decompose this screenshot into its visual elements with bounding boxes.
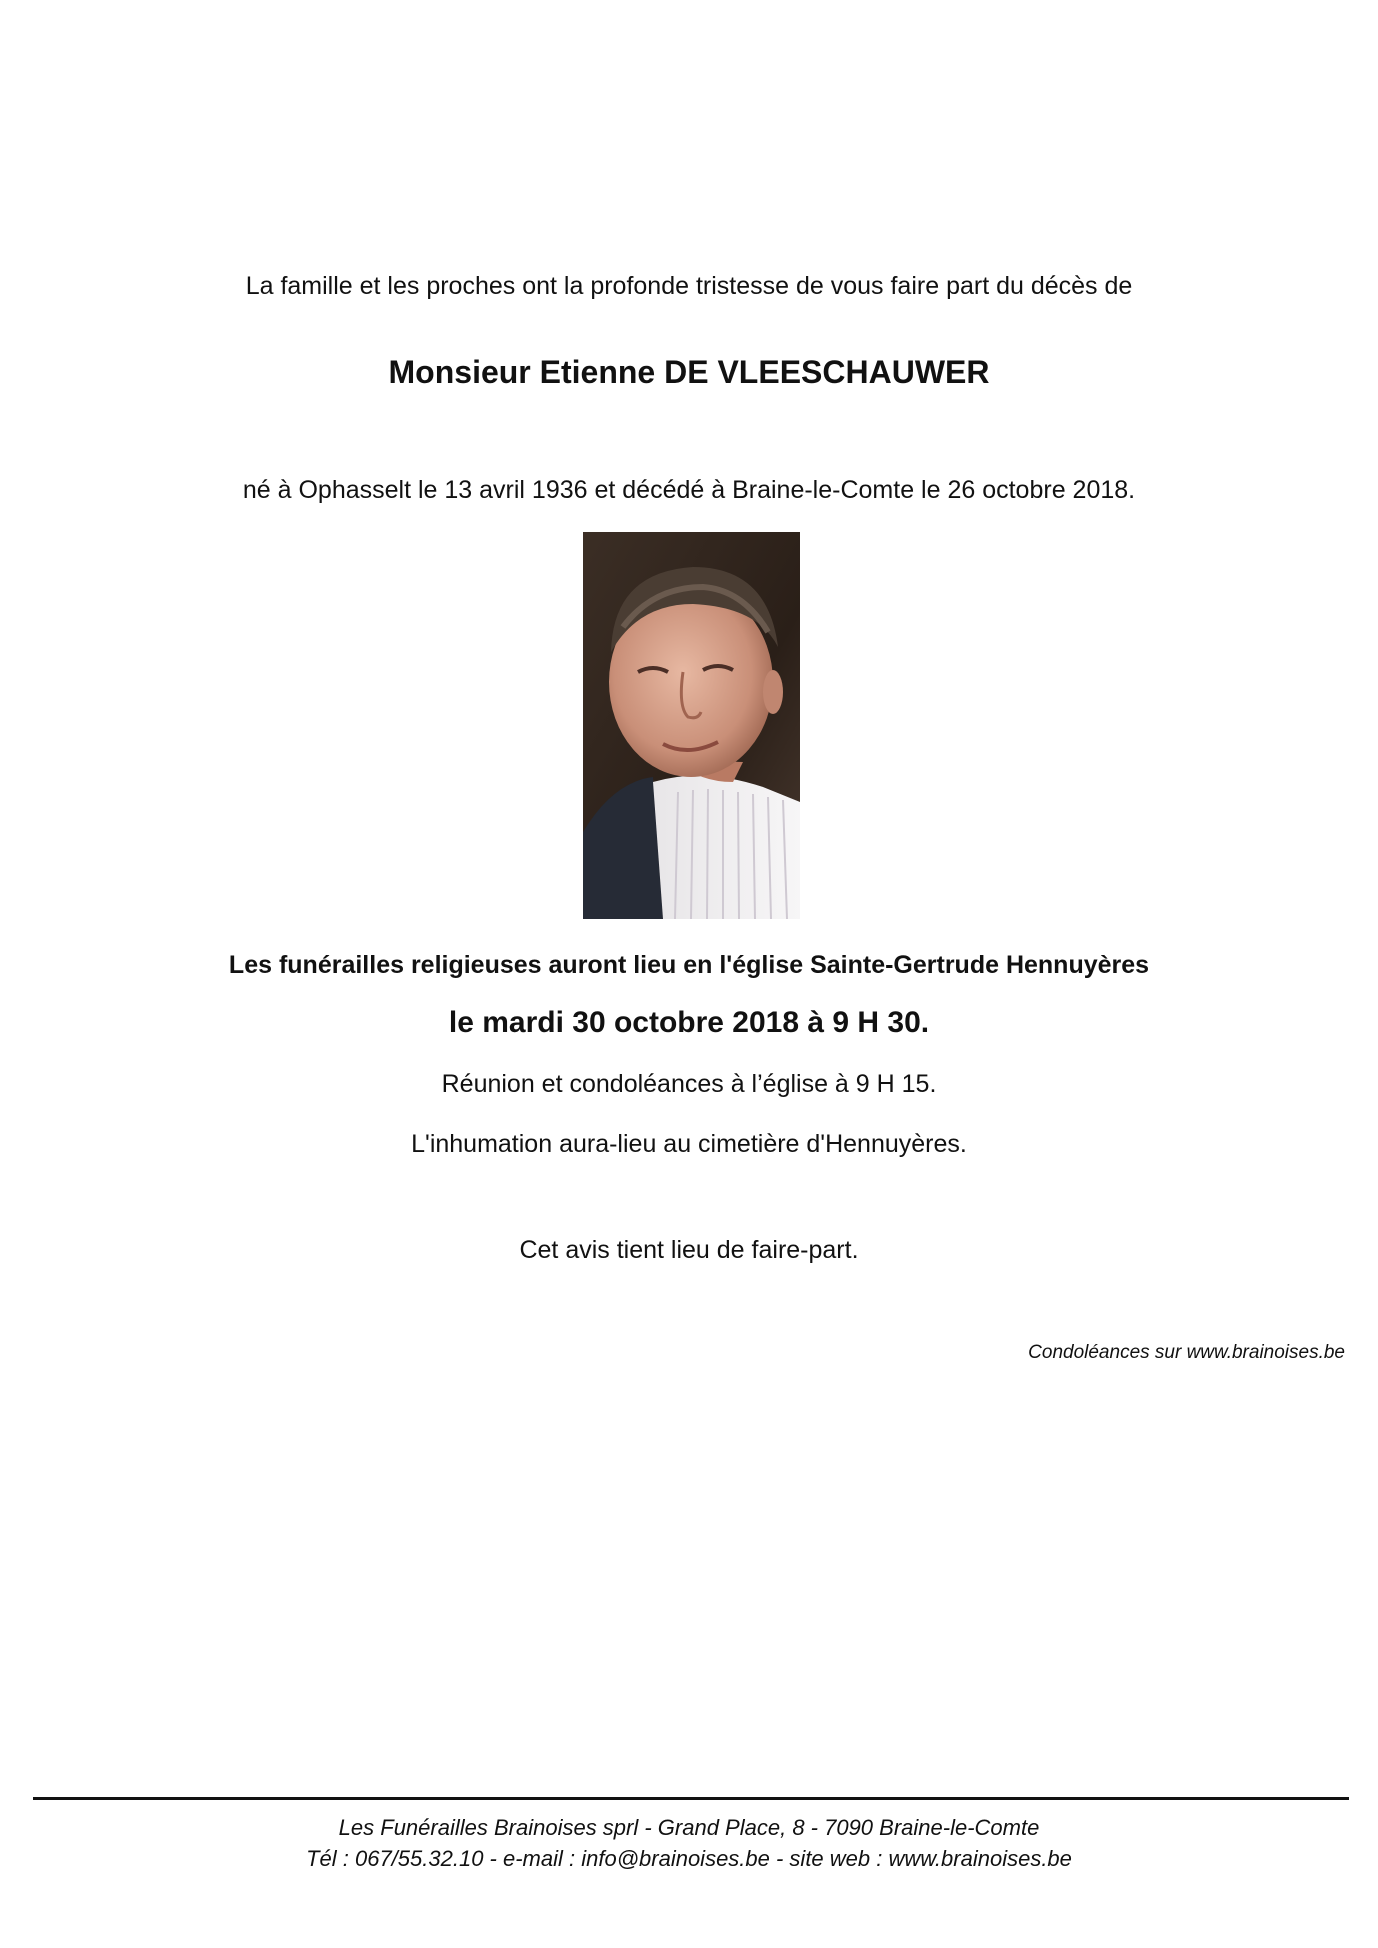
meeting-time: Réunion et condoléances à l’église à 9 H 15. [441, 1070, 937, 1098]
footer-address: Les Funérailles Brainoises sprl - Grand Place, 8 - 7090 Braine-le-Comte [338, 1815, 1040, 1840]
ceremony-location: Les funérailles religieuses auront lieu en l'église Sainte-Gertrude Hennuyères [228, 951, 1150, 979]
notice-text: Cet avis tient lieu de faire-part. [519, 1236, 859, 1264]
birth-death-dates: né à Ophasselt le 13 avril 1936 et décédé à Braine-le-Comte le 26 octobre 2018. [242, 476, 1136, 504]
ceremony-datetime: le mardi 30 octobre 2018 à 9 H 30. [448, 1006, 930, 1039]
condolences-link: Condoléances sur www.brainoises.be [1028, 1342, 1345, 1363]
burial-info: L'inhumation aura-lieu au cimetière d'Hennuyères. [411, 1130, 967, 1158]
deceased-name: Monsieur Etienne DE VLEESCHAUWER [388, 354, 990, 390]
footer-divider [33, 1797, 1349, 1800]
intro-text: La famille et les proches ont la profonde tristesse de vous faire part du décès de [245, 272, 1133, 300]
portrait-photo [583, 532, 800, 919]
footer-contact: Tél : 067/55.32.10 - e-mail : info@brainoises.be - site web : www.brainoises.be [306, 1846, 1072, 1871]
